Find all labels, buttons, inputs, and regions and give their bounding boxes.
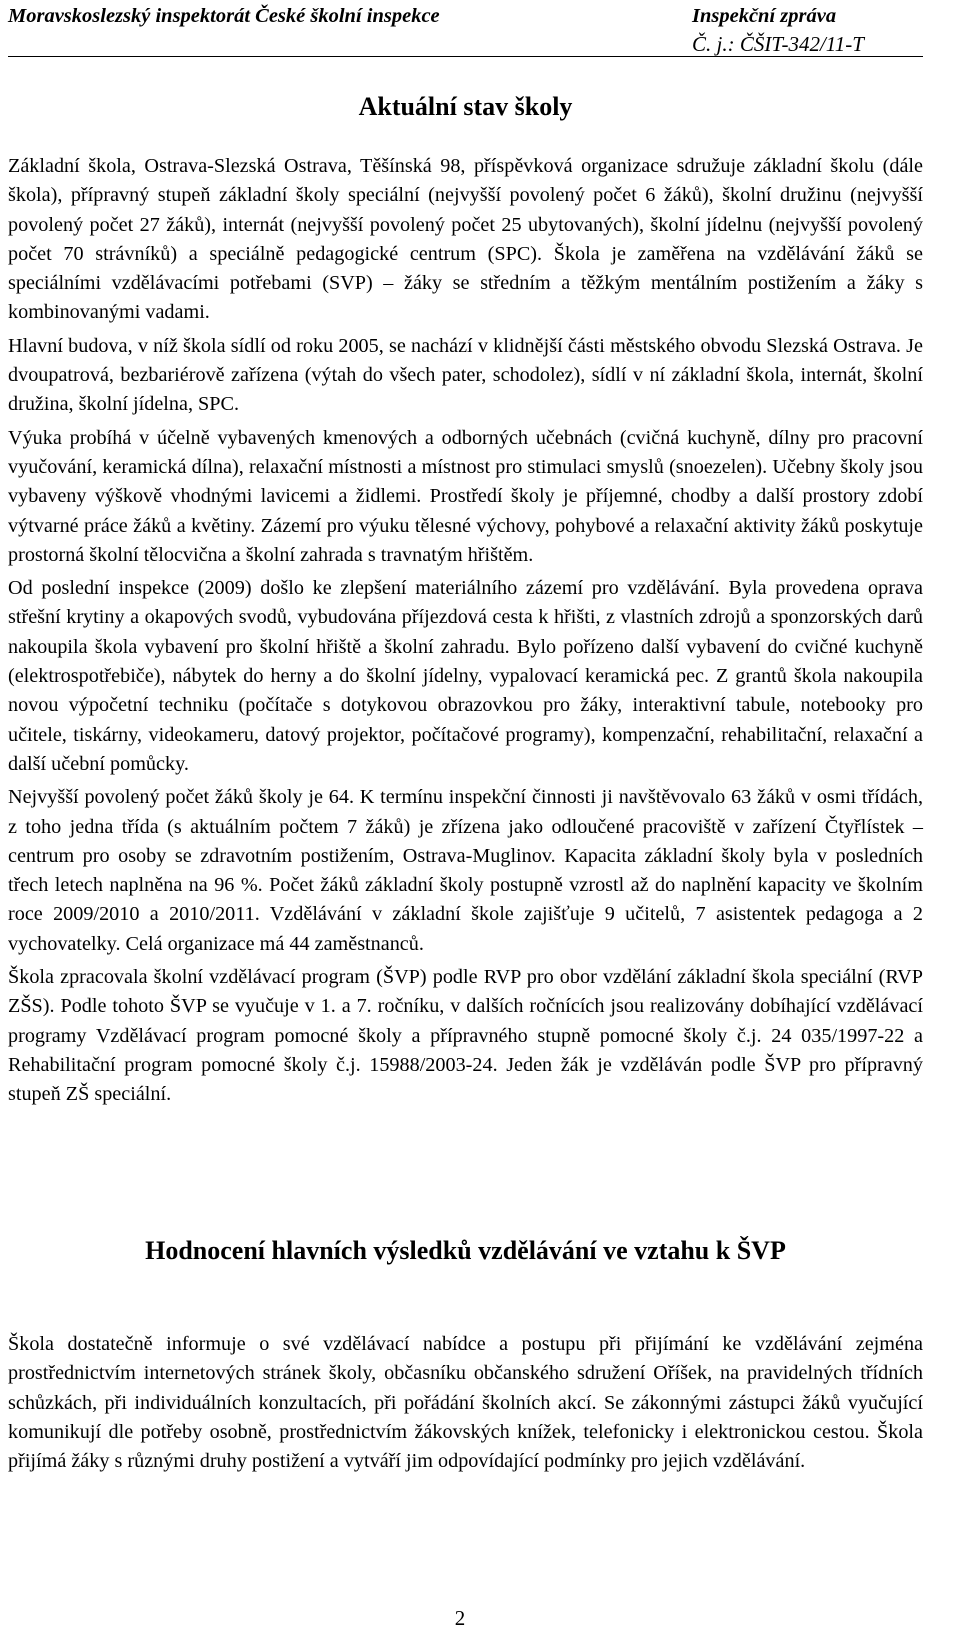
paragraph: Základní škola, Ostrava-Slezská Ostrava, Těšínská 98, příspěvková organizace sdružuje základní školu (dále škola), přípravný stupeň základní školy speciální (nejvyšší povolený počet 6 žáků), školní družinu (nejvyšší povolený počet 27 žáků), internát (nejvyšší povolený počet 25 ubytovaných), školní jídelnu (nejvyšší povolený počet 70 strávníků) a speciálně pedagogické centrum (SPC). Škola je zaměřena na vzdělávání žáků se speciálními vzdělávacími potřebami (SVP) – žáky se středním a těžkým mentálním postižením a žáky s kombinovanými vadami. bbox=[8, 155, 923, 324]
header-divider bbox=[8, 56, 923, 57]
header-report-type: Inspekční zpráva bbox=[692, 5, 837, 27]
paragraph: Škola zpracovala školní vzdělávací program (ŠVP) podle RVP pro obor vzdělání základní škola speciální (RVP ZŠS). Podle tohoto ŠVP se vyučuje v 1. a 7. ročníku, v dalších ročnících jsou realizovány dobíhající vzdělávací programy Vzdělávací program pomocné školy a přípravného stupně pomocné školy č.j. 24 035/1997-22 a Rehabilitační program pomocné školy č.j. 15988/2003-24. Jeden žák je vzděláván podle ŠVP pro přípravný stupeň ZŠ speciální. bbox=[8, 966, 923, 1106]
page-number: 2 bbox=[454, 1606, 466, 1630]
header-reference-number: Č. j.: ČŠIT-342/11-T bbox=[692, 32, 864, 56]
header-inspectorate: Moravskoslezský inspektorát České školní inspekce bbox=[8, 5, 440, 27]
section-body bbox=[8, 152, 923, 1114]
paragraph: Nejvyšší povolený počet žáků školy je 64. K termínu inspekční činnosti ji navštěvovalo 63 žáků v osmi třídách, z toho jedna třída (s aktuálním počtem 7 žáků) je zřízena jako odloučené pracoviště v zařízení Čtyřlístek – centrum pro osoby se zdravotním postižením, Ostrava-Muglinov. Kapacita základní školy byla v posledních třech letech naplněna na 96 %. Počet žáků základní školy postupně vzrostl až do naplnění kapacity ve školním roce 2009/2010 a 2010/2011. Vzdělávání v základní škole zajišťuje 9 učitelů, 7 asistentek pedagoga a 2 vychovatelky. Celá organizace má 44 zaměstnanců. bbox=[8, 786, 923, 955]
paragraph: Škola dostatečně informuje o své vzdělávací nabídce a postupu při přijímání ke vzdělávání zejména prostřednictvím internetových stránek školy, občasníku občanského sdružení Oříšek, na pravidelných třídních schůzkách, při individuálních konzultacích, při pořádání školních akcí. Se zákonnými zástupci žáků vyučující komunikují dle potřeby osobně, prostřednictvím žákovských knížek, telefonicky i elektronickou cestou. Škola přijímá žáky s různými druhy postižení a vytváří jim odpovídající podmínky pro jejich vzdělávání. bbox=[8, 1333, 923, 1473]
paragraph: Výuka probíhá v účelně vybavených kmenových a odborných učebnách (cvičná kuchyně, dílny pro pracovní vyučování, keramická dílna), relaxační místnosti a místnost pro stimulaci smyslů (snoezelen). Učebny školy jsou vybaveny výškově vhodnými lavicemi a židlemi. Prostředí školy je příjemné, chodby a další prostory zdobí výtvarné práce žáků a květiny. Zázemí pro výuku tělesné výchovy, pohybové a relaxační aktivity žáků poskytuje prostorná školní tělocvična a školní zahrada s travnatým hřištěm. bbox=[8, 426, 923, 566]
paragraph: Hlavní budova, v níž škola sídlí od roku 2005, se nachází v klidnější části městského obvodu Slezská Ostrava. Je dvoupatrová, bezbariérově zařízena (výtah do všech pater, schodolez), sídlí v ní základní škola, internát, školní družina, školní jídelna, SPC. bbox=[8, 334, 923, 416]
section-title: Aktuální stav školy bbox=[358, 92, 573, 121]
subsection-title: Hodnocení hlavních výsledků vzdělávání ve vztahu k ŠVP bbox=[145, 1236, 786, 1265]
subsection-body bbox=[8, 1330, 923, 1476]
paragraph: Od poslední inspekce (2009) došlo ke zlepšení materiálního zázemí pro vzdělávání. Byla provedena oprava střešní krytiny a okapových svodů, vybudována příjezdová cesta k hřišti, z vlastních zdrojů a sponzorských darů nakoupila škola vybavení pro školní hřiště a školní zahradu. Bylo pořízeno další vybavení do cvičné kuchyně (elektrospotřebiče), nábytek do herny a do školní jídelny, vypalovací keramická pec. Z grantů škola nakoupila novou výpočetní techniku (počítače s dotykovou obrazovkou pro žáky, interaktivní tabule, notebooky pro učitele, tiskárny, videokameru, datový projektor, počítačové programy), kompenzační, rehabilitační, relaxační a další učební pomůcky. bbox=[8, 577, 923, 775]
